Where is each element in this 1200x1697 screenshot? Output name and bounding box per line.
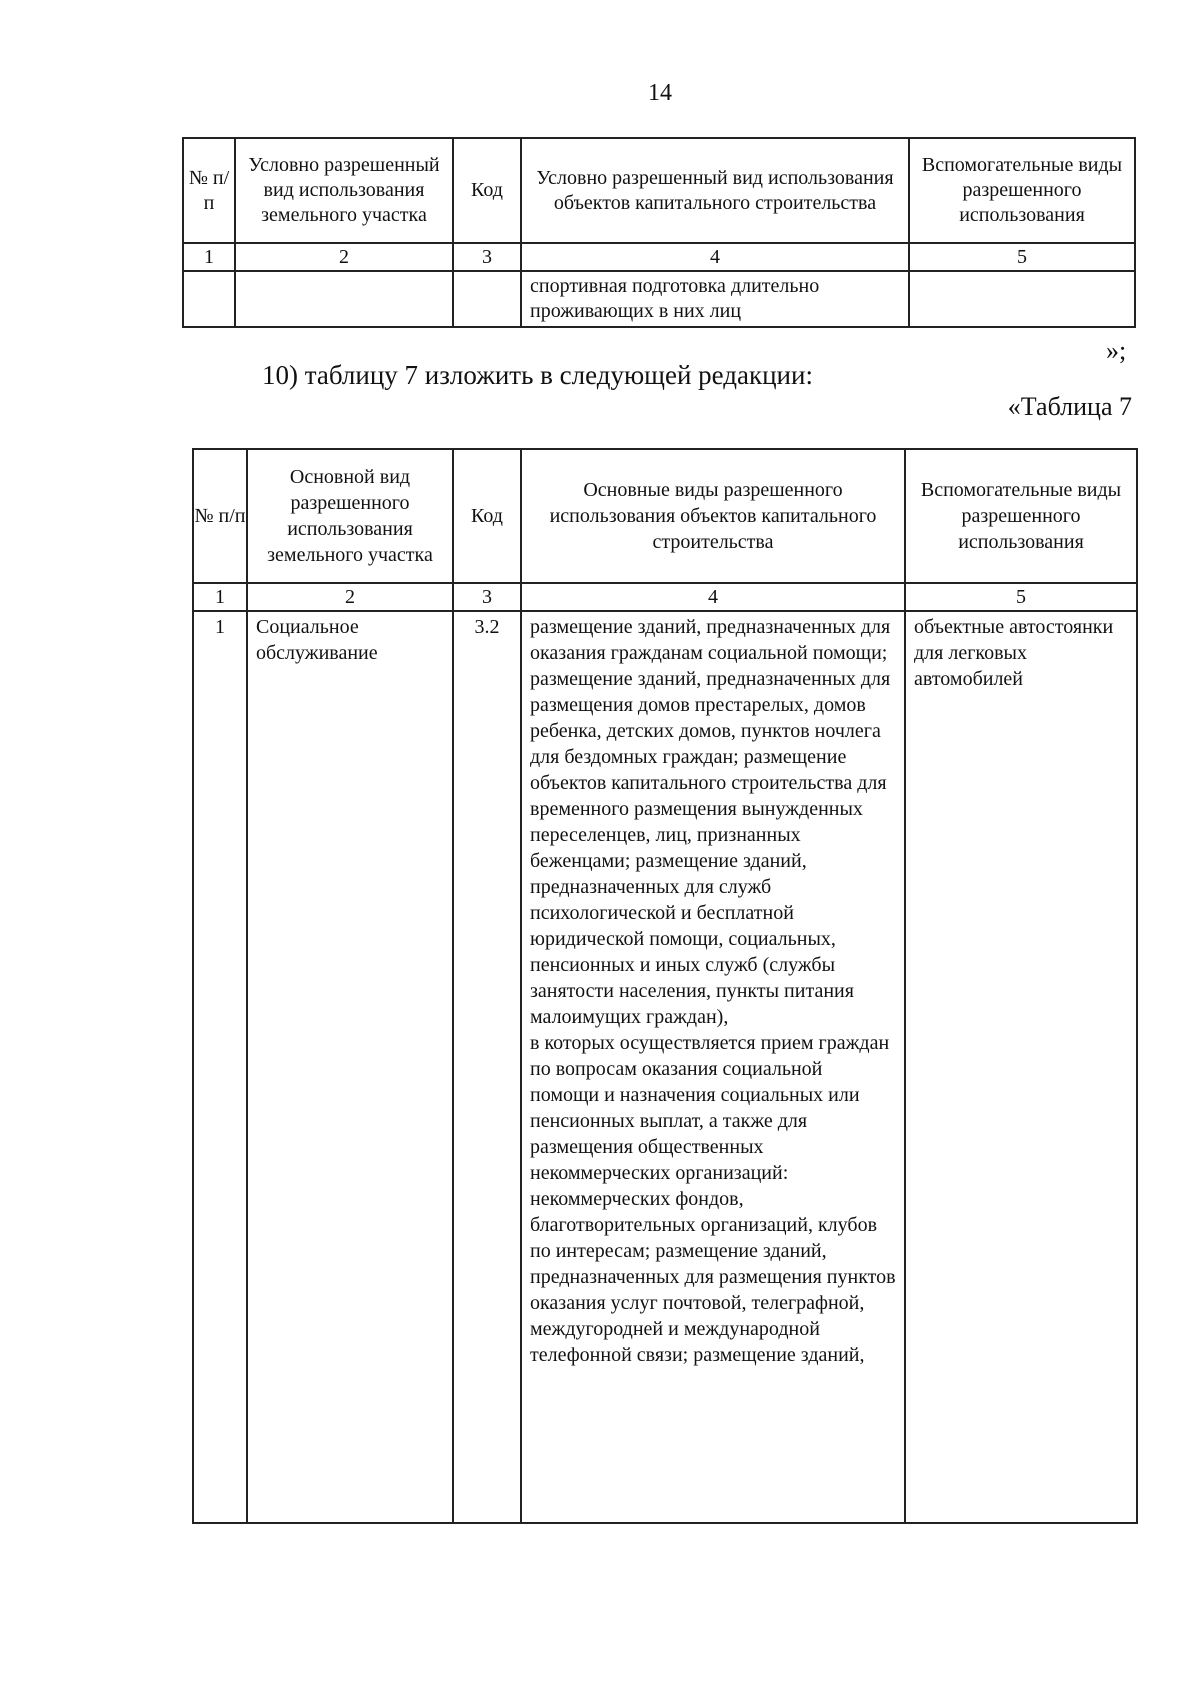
t1-row-description: спортивная подготовка длительно проживающих в них лиц xyxy=(521,271,909,327)
t2-header-code: Код xyxy=(453,449,521,583)
t2-row-land-use: Социальное обслуживание xyxy=(247,611,453,1523)
t1-colnum-1: 1 xyxy=(183,243,235,271)
t2-colnum-5: 5 xyxy=(905,583,1137,611)
t2-header-capital-use: Основные виды разрешенного использования объектов капитального строительства xyxy=(521,449,905,583)
table-7 xyxy=(192,448,1138,1524)
t2-row-code: 3.2 xyxy=(453,611,521,1523)
t2-colnum-2: 2 xyxy=(247,583,453,611)
t1-header-code: Код xyxy=(453,138,521,243)
t2-colnum-4: 4 xyxy=(521,583,905,611)
t2-colnum-1: 1 xyxy=(193,583,247,611)
t1-header-land-use: Условно разрешенный вид использования земельного участка xyxy=(235,138,453,243)
t1-colnum-2: 2 xyxy=(235,243,453,271)
t1-colnum-4: 4 xyxy=(521,243,909,271)
t2-header-auxiliary: Вспомогательные виды разрешенного использования xyxy=(905,449,1137,583)
t2-header-land-use: Основной вид разрешенного использования земельного участка xyxy=(247,449,453,583)
t1-colnum-5: 5 xyxy=(909,243,1135,271)
closing-quote-mark: »; xyxy=(1106,336,1127,365)
t1-colnum-3: 3 xyxy=(453,243,521,271)
t1-header-auxiliary: Вспомогательные виды разрешенного использования xyxy=(909,138,1135,243)
t1-row-land-use xyxy=(235,271,453,327)
t1-header-num: № п/п xyxy=(183,138,235,243)
t2-colnum-3: 3 xyxy=(453,583,521,611)
t2-row-auxiliary: объектные автостоянки для легковых автомобилей xyxy=(905,611,1137,1523)
t1-header-capital-use: Условно разрешенный вид использования объектов капитального строительства xyxy=(521,138,909,243)
t1-row-auxiliary xyxy=(909,271,1135,327)
table-6-fragment xyxy=(182,137,1136,328)
t1-row-code xyxy=(453,271,521,327)
t1-row-num xyxy=(183,271,235,327)
table-7-caption: «Таблица 7 xyxy=(1007,392,1132,421)
amendment-instruction: 10) таблицу 7 изложить в следующей редакции: xyxy=(262,360,813,390)
t2-row-num: 1 xyxy=(193,611,247,1523)
t2-row-description: размещение зданий, предназначенных для оказания гражданам социальной помощи; размещение зданий, предназначенных для размещения домов престарелых, домов ребенка, детских домов, пунктов ночлега для бездомных граждан; размещение объектов капитального строительства для временного размещения вынужденных переселенцев, лиц, признанных беженцами; размещение зданий, предназначенных для служб психологической и бесплатной юридической помощи, социальных, пенсионных и иных служб (службы занятости населения, пункты питания малоимущих граждан), в которых осуществляется прием граждан по вопросам оказания социальной помощи и назначения социальных или пенсионных выплат, а также для размещения общественных некоммерческих организаций: некоммерческих фондов, благотворительных организаций, клубов по интересам; размещение зданий, предназначенных для размещения пунктов оказания услуг почтовой, телеграфной, междугородней и международной телефонной связи; размещение зданий, xyxy=(521,611,905,1523)
t2-header-num: № п/п xyxy=(193,449,247,583)
page-number: 14 xyxy=(648,80,672,106)
table-row xyxy=(193,611,1137,1523)
